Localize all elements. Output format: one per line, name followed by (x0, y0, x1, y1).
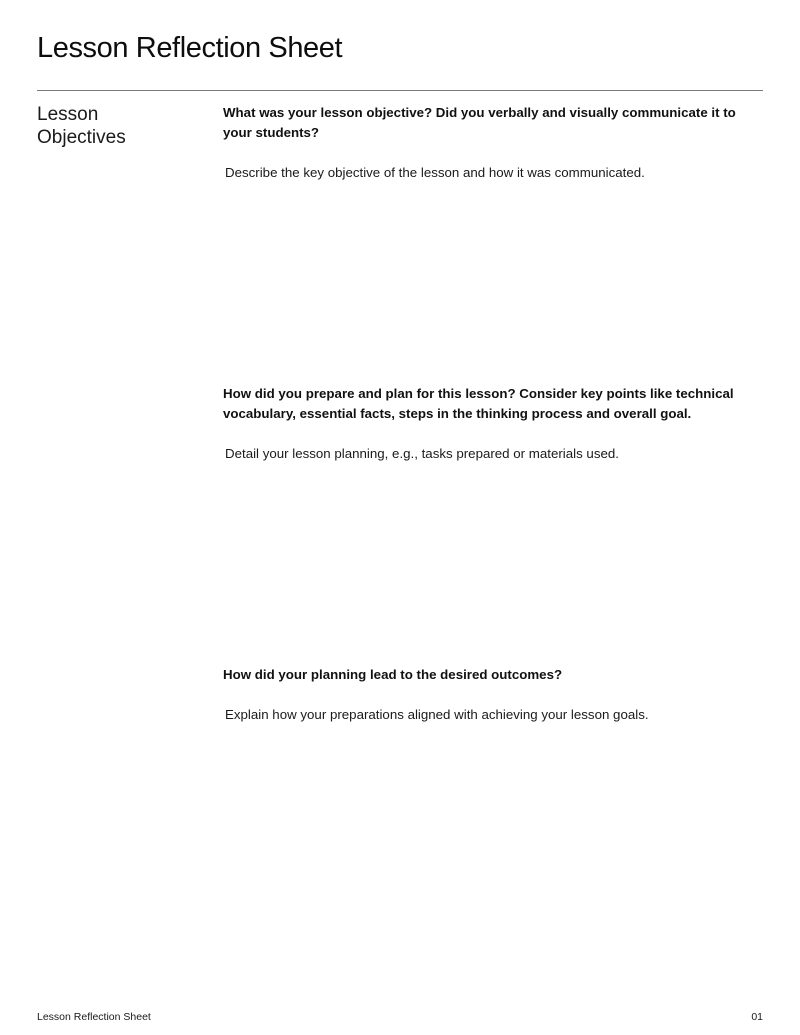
page-title: Lesson Reflection Sheet (37, 32, 343, 64)
header-divider (37, 90, 763, 91)
answer-text-2: Detail your lesson planning, e.g., tasks prepared or materials used. (225, 446, 619, 461)
footer-document-name: Lesson Reflection Sheet (37, 1011, 151, 1023)
answer-text-1: Describe the key objective of the lesson and how it was communicated. (225, 165, 645, 180)
section-label: Lesson Objectives (37, 104, 126, 148)
question-3: How did your planning lead to the desired outcomes? (223, 667, 563, 682)
answer-field-1[interactable] (223, 162, 763, 362)
answer-field-3[interactable] (223, 704, 763, 984)
question-1: What was your lesson objective? Did you verbally and visually communicate it to your students? (223, 105, 736, 140)
footer-page-number: 01 (751, 1011, 763, 1023)
answer-text-3: Explain how your preparations aligned with achieving your lesson goals. (225, 707, 649, 722)
question-2: How did you prepare and plan for this lesson? Consider key points like technical vocabulary, essential facts, steps in the thinking process and overall goal. (223, 386, 734, 421)
answer-field-2[interactable] (223, 443, 763, 643)
